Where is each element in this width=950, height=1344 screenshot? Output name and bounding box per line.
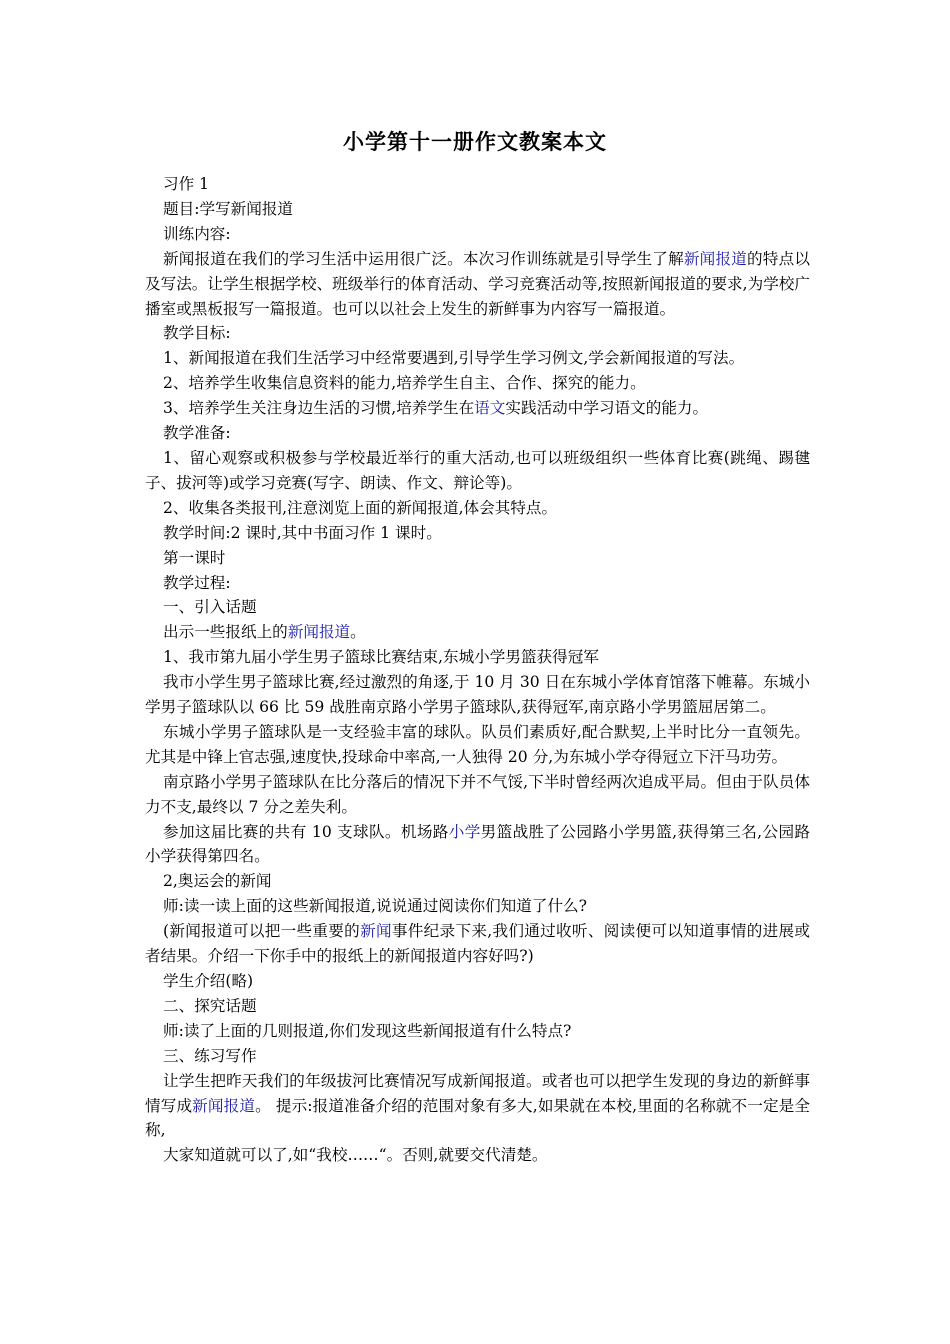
paragraph: 2、收集各类报刊,注意浏览上面的新闻报道,体会其特点。	[163, 498, 558, 517]
paragraph-text: 实践活动中学习语文的能力。	[505, 399, 709, 418]
paragraph-text: 让学生把昨天我们的年级拔河比赛情况写成新闻报道。或者也可以把学生发现的身边的新鲜事情写成	[145, 1071, 810, 1115]
paragraph: 习作 1	[163, 175, 210, 193]
inline-link[interactable]: 小学	[448, 822, 481, 841]
paragraph: 南京路小学男子篮球队在比分落后的情况下并不气馁,下半时曾经两次追成平局。但由于队员体力不支,最终以 7 分之差失利。	[145, 772, 810, 816]
paragraph-text: 3、培养学生关注身边生活的习惯,培养学生在	[163, 399, 475, 418]
paragraph: 师:读了上面的几则报道,你们发现这些新闻报道有什么特点?	[163, 1021, 572, 1040]
paragraph-text: 。 提示:报道准备介绍的范围对象有多大,如果就在本校,里面的名称就不一定是全称,	[145, 1096, 810, 1140]
paragraph-text: 事件纪录下来,我们通过收听、阅读便可以知道事情的进展或者结果。介绍一下你手中的报纸上的新闻报道内容好吗?)	[145, 922, 810, 966]
paragraph: 1、留心观察或积极参与学校最近举行的重大活动,也可以班级组织一些体育比赛(跳绳、踢毽子、拔河等)或学习竞赛(写字、朗读、作文、辩论等)。	[145, 448, 810, 492]
paragraph	[145, 1069, 810, 1144]
paragraph-text: 男篮战胜了公园路小学男篮,获得第三名,公园路小学获得第四名。	[145, 822, 810, 866]
paragraph-text: 。	[350, 623, 366, 642]
paragraph: 教学目标:	[163, 324, 231, 343]
inline-link[interactable]: 新闻	[360, 922, 392, 941]
paragraph: 2,奥运会的新闻	[163, 872, 272, 891]
paragraph: 1、新闻报道在我们生活学习中经常要遇到,引导学生学习例文,学会新闻报道的写法。	[163, 349, 745, 368]
paragraph	[145, 620, 810, 645]
paragraph	[145, 396, 810, 421]
paragraph: 一、引入话题	[163, 598, 257, 617]
document-title: 小学第十一册作文教案本文	[343, 129, 607, 154]
paragraph	[145, 820, 810, 870]
paragraph: 训练内容:	[163, 224, 231, 243]
paragraph: 教学时间:2 课时,其中书面习作 1 课时。	[163, 523, 442, 542]
paragraph: 三、练习写作	[163, 1046, 257, 1065]
paragraph	[145, 247, 810, 322]
paragraph-text: 出示一些报纸上的	[163, 623, 288, 642]
paragraph-text: 的特点以及写法。让学生根据学校、班级举行的体育活动、学习竞赛活动等,按照新闻报道的要求,为学校广播室或黑板报写一篇报道。也可以以社会上发生的新鲜事为内容写一篇报道。	[145, 249, 810, 318]
inline-link[interactable]: 新闻报道	[287, 623, 351, 642]
paragraph-text: 参加这届比赛的共有 10 支球队。机场路	[163, 822, 449, 841]
inline-link[interactable]: 新闻报道	[683, 249, 748, 268]
paragraph: 学生介绍(略)	[163, 972, 254, 990]
paragraph-text: (新闻报道可以把一些重要的	[163, 922, 361, 941]
paragraph: 1、我市第九届小学生男子篮球比赛结束,东城小学男篮获得冠军	[163, 648, 599, 667]
paragraph-text: 新闻报道在我们的学习生活中运用很广泛。本次习作训练就是引导学生了解	[163, 249, 684, 268]
paragraph: 师:读一读上面的这些新闻报道,说说通过阅读你们知道了什么?	[163, 897, 588, 916]
inline-link[interactable]: 语文	[474, 399, 506, 418]
paragraph	[145, 919, 810, 969]
paragraph: 东城小学男子篮球队是一支经验丰富的球队。队员们素质好,配合默契,上半时比分一直领先。尤其是中锋上官志强,速度快,投球命中率高,一人独得 20 分,为东城小学夺得冠立下汗马功劳。	[145, 722, 810, 766]
paragraph: 教学过程:	[163, 573, 231, 592]
paragraph: 教学准备:	[163, 424, 231, 443]
paragraph: 第一课时	[163, 548, 226, 567]
inline-link[interactable]: 新闻报道	[192, 1096, 256, 1115]
paragraph: 大家知道就可以了,如“我校……“。否则,就要交代清楚。	[163, 1146, 548, 1165]
paragraph: 2、培养学生收集信息资料的能力,培养学生自主、合作、探究的能力。	[163, 374, 646, 393]
paragraph: 二、探究话题	[163, 996, 257, 1015]
paragraph: 题目:学写新闻报道	[163, 199, 294, 218]
document-body	[145, 172, 810, 1168]
paragraph: 我市小学生男子篮球比赛,经过激烈的角逐,于 10 月 30 日在东城小学体育馆落下帷幕。东城小学男子篮球队以 66 比 59 战胜南京路小学男子篮球队,获得冠军,南京路小学男篮屈居第二。	[145, 673, 810, 717]
